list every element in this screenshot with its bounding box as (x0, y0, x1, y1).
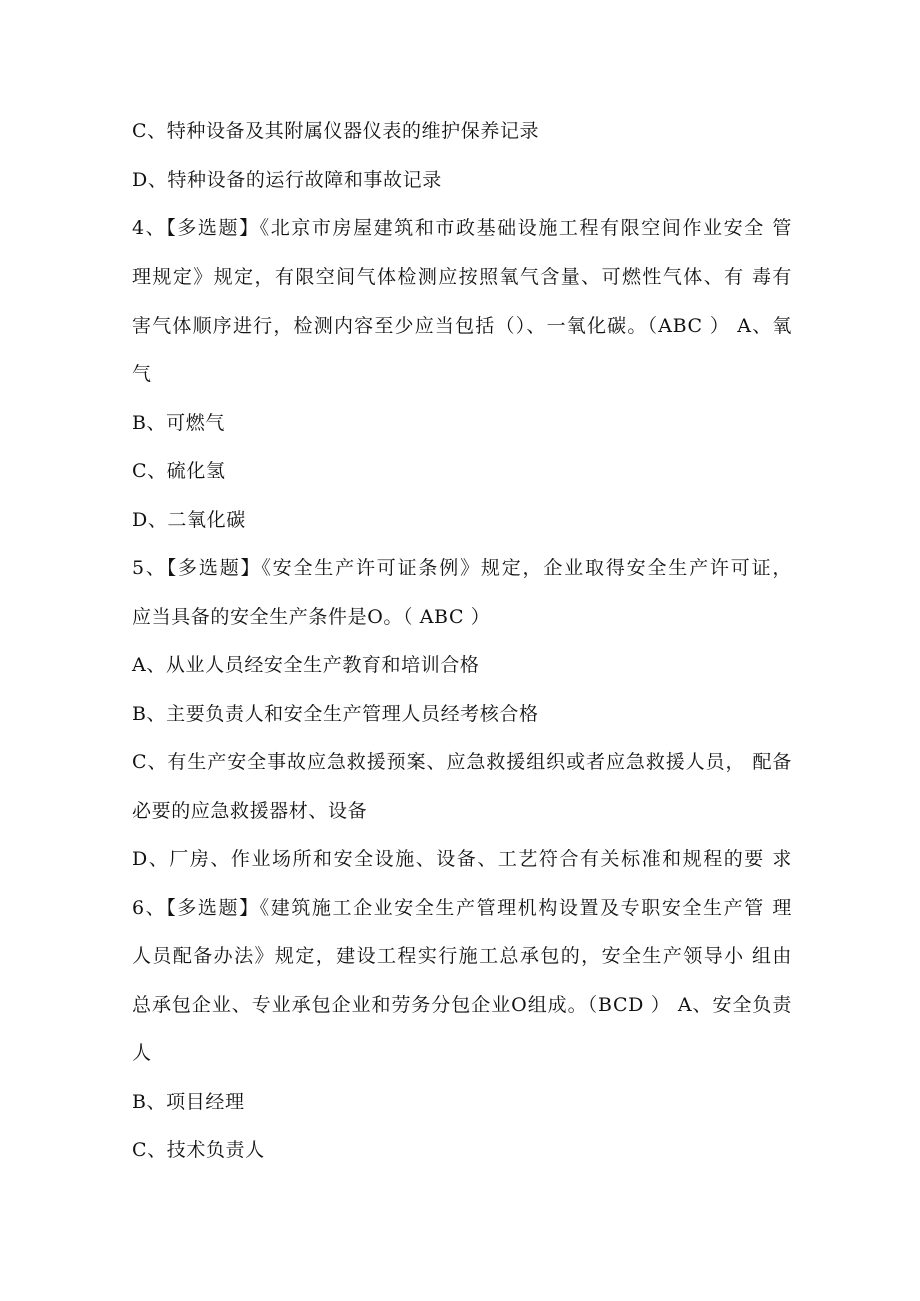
option-c-line-1: C、有生产安全事故应急救援预案、应急救援组织或者应急救援人员， 配备 (132, 751, 792, 773)
option-b-line: B、可燃气 (132, 412, 225, 434)
option-c-line: C、硫化氢 (132, 460, 226, 482)
question-5-line-1: 5、【多选题】《安全生产许可证条例》规定，企业取得安全生产许可证， (132, 557, 792, 579)
option-c-line: C、技术负责人 (132, 1139, 265, 1161)
question-5-line-2: 应当具备的安全生产条件是O。（ ABC ） (132, 606, 491, 628)
question-4-line-1: 4、【多选题】《北京市房屋建筑和市政基础设施工程有限空间作业安全 管 (132, 217, 792, 239)
question-6-line-4: 人 (132, 1042, 152, 1064)
question-4-line-3: 害气体顺序进行，检测内容至少应当包括（）、一氧化碳。（ABC ） A、氧 (132, 315, 792, 337)
option-a-line: A、从业人员经安全生产教育和培训合格 (132, 654, 480, 676)
text-line-1: C、特种设备及其附属仪器仪表的维护保养记录 (132, 120, 540, 142)
option-b-line: B、主要负责人和安全生产管理人员经考核合格 (132, 703, 539, 725)
text-line-2: D、特种设备的运行故障和事故记录 (132, 169, 442, 191)
question-6-line-1: 6、【多选题】《建筑施工企业安全生产管理机构设置及专职安全生产管 理 (132, 897, 792, 919)
option-b-line: B、项目经理 (132, 1091, 245, 1113)
question-6-line-2: 人员配备办法》规定，建设工程实行施工总承包的，安全生产领导小 组由 (132, 945, 792, 967)
option-d-line: D、二氧化碳 (132, 509, 246, 531)
option-d-line: D、厂房、作业场所和安全设施、设备、工艺符合有关标准和规程的要 求 (132, 848, 792, 870)
question-4-line-4: 气 (132, 363, 152, 385)
question-4-line-2: 理规定》规定，有限空间气体检测应按照氧气含量、可燃性气体、有 毒有 (132, 266, 792, 288)
option-c-line-2: 必要的应急救援器材、设备 (132, 800, 368, 822)
question-6-line-3: 总承包企业、专业承包企业和劳务分包企业O组成。（BCD ） A、安全负责 (132, 994, 792, 1016)
